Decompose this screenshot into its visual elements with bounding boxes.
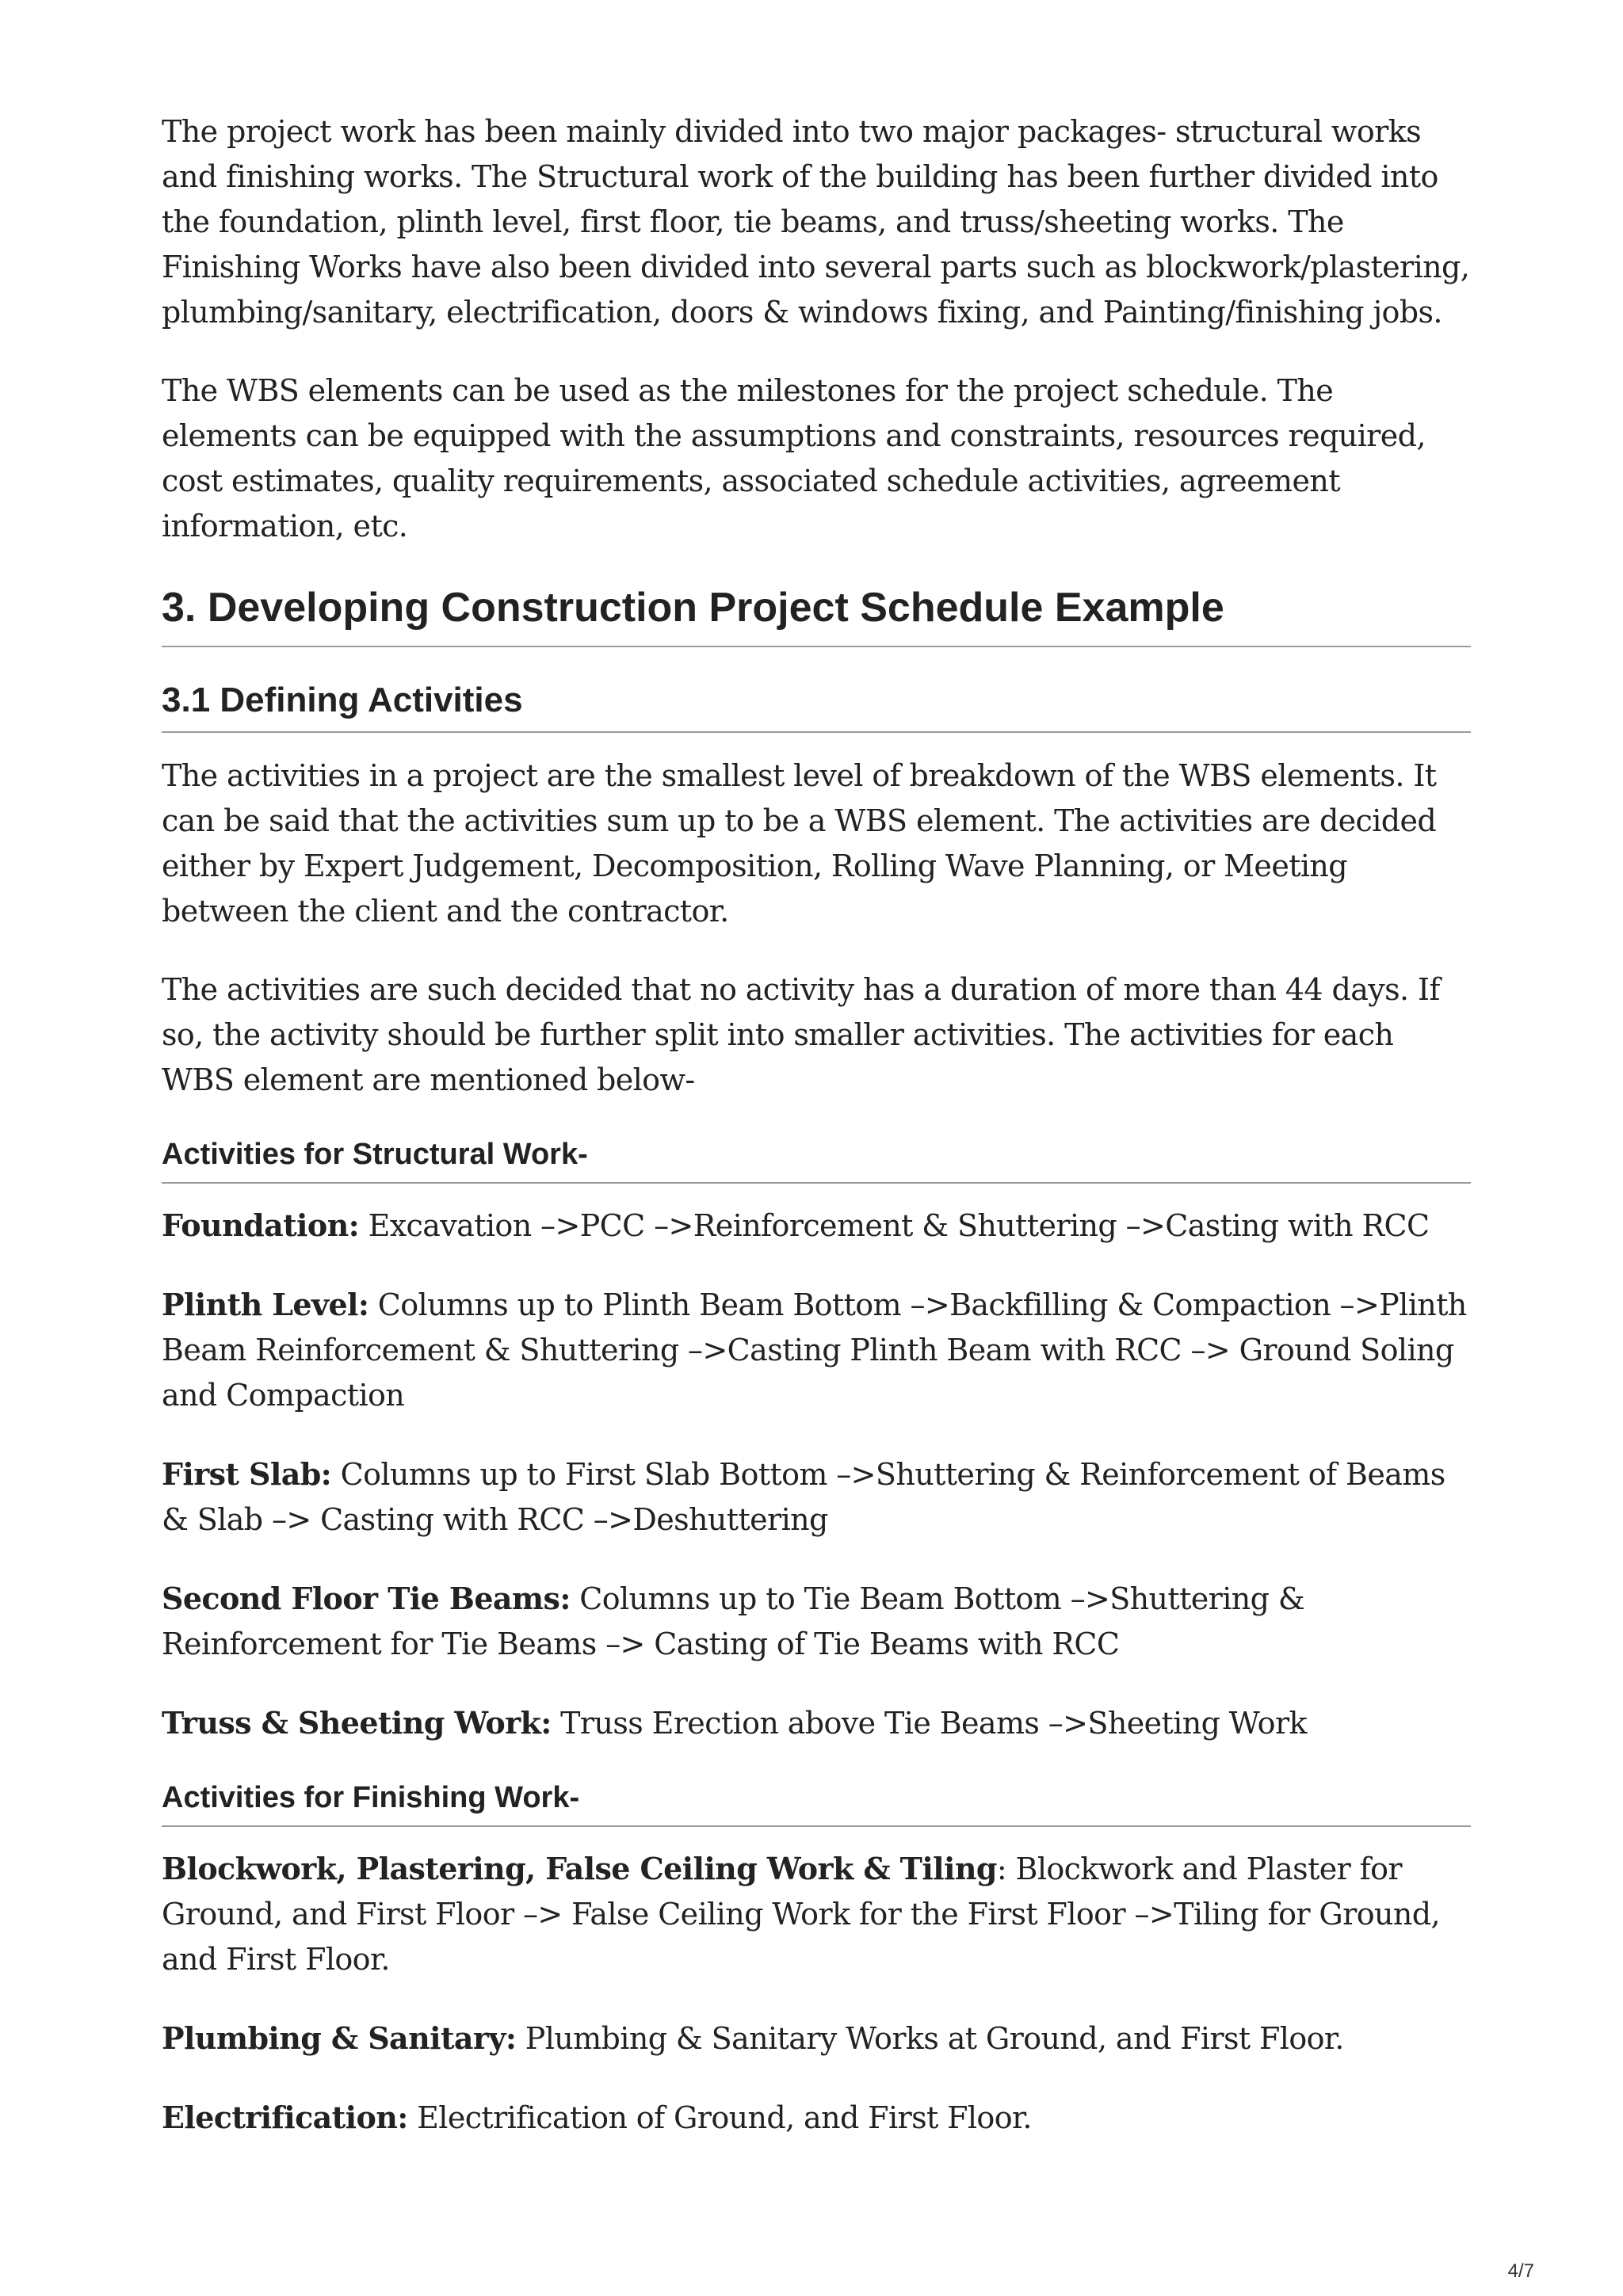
activity-label: First Slab: xyxy=(162,1456,332,1492)
finishing-work-heading: Activities for Finishing Work- xyxy=(162,1779,1471,1827)
activity-text: Truss Erection above Tie Beams –>Sheeting Work xyxy=(551,1706,1307,1741)
subsection-heading: 3.1 Defining Activities xyxy=(162,679,1471,733)
activity-item xyxy=(162,1576,1471,1667)
document-page xyxy=(162,109,1471,2174)
activity-label: Truss & Sheeting Work: xyxy=(162,1705,552,1741)
activity-item xyxy=(162,2095,1471,2141)
page-number: 4/7 xyxy=(1507,2260,1534,2282)
intro-paragraph-2: The WBS elements can be used as the milestones for the project schedule. The elements can be equipped with the assumptions and constraints, resources required, cost estimates, quality requirements, associated schedule activities, agreement information, etc. xyxy=(162,373,1426,543)
activity-item xyxy=(162,1203,1471,1249)
activity-label: Plumbing & Sanitary: xyxy=(162,2020,517,2056)
activity-text: Plumbing & Sanitary Works at Ground, and First Floor. xyxy=(516,2021,1344,2056)
activity-text: Columns up to Tie Beam Bottom –>Shuttering & Reinforcement for Tie Beams –> Casting of Tie Beams with RCC xyxy=(162,1581,1305,1661)
activity-item xyxy=(162,1451,1471,1543)
activity-text: Columns up to First Slab Bottom –>Shuttering & Reinforcement of Beams & Slab –> Casting with RCC –>Deshuttering xyxy=(162,1457,1445,1537)
activity-text: Columns up to Plinth Beam Bottom –>Backfilling & Compaction –>Plinth Beam Reinforcement & Shuttering –>Casting Plinth Beam with RCC –> Ground Soling and Compaction xyxy=(162,1287,1467,1413)
activity-label: Electrification: xyxy=(162,2100,408,2135)
activity-item xyxy=(162,1846,1471,1982)
intro-paragraph-1: The project work has been mainly divided into two major packages- structural works and finishing works. The Structural work of the building has been further divided into the foundation, plinth level, first floor, tie beams, and truss/sheeting works. The Finishing Works have also been divided into several parts such as blockwork/plastering, plumbing/sanitary, electrification, doors & windows fixing, and Painting/finishing jobs. xyxy=(162,114,1470,330)
section-heading: 3. Developing Construction Project Schedule Example xyxy=(162,582,1471,647)
activity-label: Foundation: xyxy=(162,1207,360,1243)
activity-text: : Blockwork and Plaster for Ground, and First Floor –> False Ceiling Work for the First Floor –>Tiling for Ground, and First Floor. xyxy=(162,1852,1440,1977)
activity-label: Blockwork, Plastering, False Ceiling Work & Tiling xyxy=(162,1851,997,1886)
activities-paragraph-2: The activities are such decided that no activity has a duration of more than 44 days. If so, the activity should be further split into smaller activities. The activities for each WBS element are mentioned below- xyxy=(162,972,1440,1097)
activity-text: Electrification of Ground, and First Floor. xyxy=(407,2100,1032,2135)
activities-paragraph-1: The activities in a project are the smallest level of breakdown of the WBS elements. It can be said that the activities sum up to be a WBS element. The activities are decided either by Expert Judgement, Decomposition, Rolling Wave Planning, or Meeting between the client and the contractor. xyxy=(162,758,1437,929)
activity-item xyxy=(162,2016,1471,2061)
activity-label: Plinth Level: xyxy=(162,1287,369,1322)
activity-item xyxy=(162,1282,1471,1418)
activity-text: Excavation –>PCC –>Reinforcement & Shuttering –>Casting with RCC xyxy=(359,1208,1430,1243)
activity-item xyxy=(162,1700,1471,1746)
activity-label: Second Floor Tie Beams: xyxy=(162,1581,571,1616)
structural-work-heading: Activities for Structural Work- xyxy=(162,1136,1471,1184)
